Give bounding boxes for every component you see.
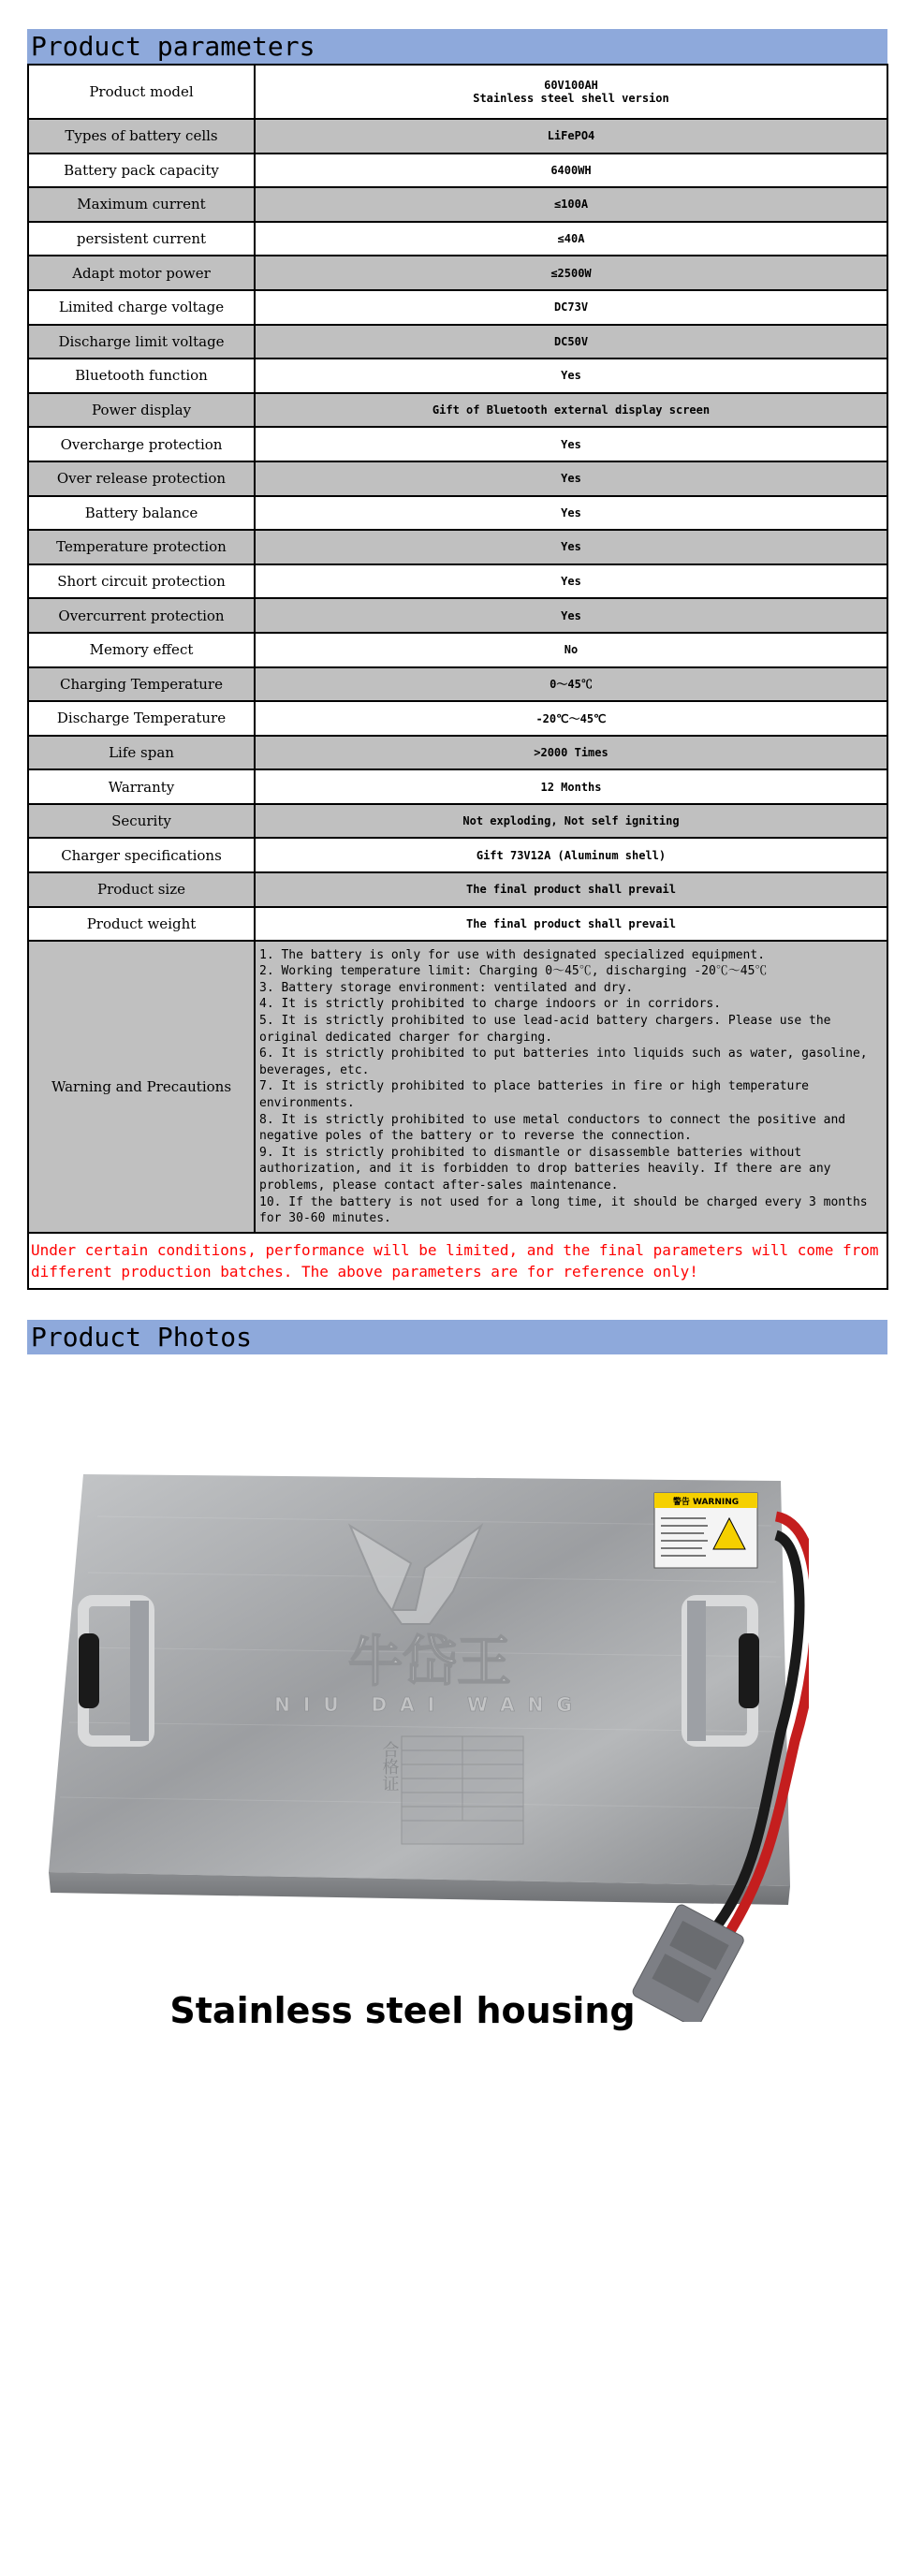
param-value: Not exploding, Not self igniting [255,804,887,839]
param-key: Types of battery cells [28,119,255,154]
param-row [28,290,887,325]
warning-label-text: 警告 WARNING [672,1498,740,1507]
param-key: Limited charge voltage [28,290,255,325]
param-value: LiFePO4 [255,119,887,154]
param-key: Discharge Temperature [28,701,255,736]
photo-caption: Stainless steel housing [169,1990,636,2031]
param-value: Yes [255,496,887,531]
param-key: Memory effect [28,633,255,667]
param-value: Yes [255,359,887,393]
param-value: The final product shall prevail [255,907,887,942]
param-key: Security [28,804,255,839]
param-row [28,769,887,804]
warning-item: 9. It is strictly prohibited to dismantle or disassemble batteries without authorization, and it is forbidden to drop batteries heavily. If there are any problems, please contact after-sales maintenance. [259,1145,831,1193]
warning-item: 3. Battery storage environment: ventilated and dry. [259,980,634,995]
param-key: Charger specifications [28,838,255,872]
param-key: Power display [28,393,255,428]
param-value: -20℃～45℃ [255,701,887,736]
reference-note: Under certain conditions, performance will be limited, and the final parameters will come from different production batches. The above parameters are for reference only! [28,1233,887,1289]
param-row [28,119,887,154]
param-key: Overcurrent protection [28,598,255,633]
param-key: Product weight [28,907,255,942]
param-key: Adapt motor power [28,256,255,290]
warning-item: 5. It is strictly prohibited to use lead-acid battery chargers. Please use the original dedicated charger for charging. [259,1014,831,1045]
param-key: Temperature protection [28,530,255,564]
warning-item: 6. It is strictly prohibited to put batteries into liquids such as water, gasoline, beverages, etc. [259,1046,868,1077]
param-key: Maximum current [28,187,255,222]
param-value: Yes [255,598,887,633]
param-value: ≤40A [255,222,887,256]
param-value: Yes [255,461,887,496]
param-row [28,633,887,667]
param-key: Warranty [28,769,255,804]
param-row [28,65,887,119]
param-row [28,222,887,256]
warning-item: 2. Working temperature limit: Charging 0～45℃, discharging -20℃～45℃ [259,964,768,979]
product-parameters-header: Product parameters [27,29,887,64]
param-row [28,598,887,633]
param-value: DC50V [255,325,887,359]
param-value: 12 Months [255,769,887,804]
param-value: Yes [255,427,887,461]
param-value: Gift of Bluetooth external display screen [255,393,887,428]
warning-key: Warning and Precautions [28,941,255,1233]
param-key: Battery balance [28,496,255,531]
param-value: 0～45℃ [255,667,887,702]
param-row [28,838,887,872]
warning-row [28,941,887,1233]
param-row [28,325,887,359]
param-value: DC73V [255,290,887,325]
param-row [28,154,887,188]
param-key: Discharge limit voltage [28,325,255,359]
param-row [28,530,887,564]
warning-item: 8. It is strictly prohibited to use metal conductors to connect the positive and negative poles of the battery or to reverse the connection. [259,1112,846,1144]
param-key: Product model [28,65,255,119]
param-key: Short circuit protection [28,564,255,599]
param-value: ≤100A [255,187,887,222]
param-value: 6400WH [255,154,887,188]
battery-product-photo [41,1460,809,2022]
param-key: Life span [28,736,255,770]
param-key: Charging Temperature [28,667,255,702]
warning-item: 1. The battery is only for use with designated specialized equipment. [259,947,766,962]
param-row [28,701,887,736]
param-row [28,872,887,907]
param-key: Over release protection [28,461,255,496]
warning-list [255,941,887,1233]
param-row [28,804,887,839]
param-key: Product size [28,872,255,907]
param-row [28,393,887,428]
param-row [28,461,887,496]
param-row [28,359,887,393]
param-row [28,427,887,461]
param-value [255,65,887,119]
param-key: Overcharge protection [28,427,255,461]
param-row [28,564,887,599]
product-photos-header: Product Photos [27,1320,887,1354]
certificate-plate [380,1736,524,1844]
param-value: Yes [255,564,887,599]
warning-item: 10. If the battery is not used for a long time, it should be charged every 3 months for 30-60 minutes. [259,1194,868,1226]
param-value: ≤2500W [255,256,887,290]
note-row [28,1233,887,1289]
param-row [28,187,887,222]
param-key: Bluetooth function [28,359,255,393]
param-key: Battery pack capacity [28,154,255,188]
param-value: Yes [255,530,887,564]
param-row [28,496,887,531]
param-key: persistent current [28,222,255,256]
param-row [28,907,887,942]
param-row [28,736,887,770]
param-value-line: 60V100AH [544,79,598,92]
warning-item: 7. It is strictly prohibited to place batteries in fire or high temperature environments. [259,1079,809,1111]
param-value: The final product shall prevail [255,872,887,907]
brand-name-en: NIU DAI WANG [274,1693,585,1716]
param-value-line: Stainless steel shell version [473,92,669,105]
param-row [28,256,887,290]
param-value: >2000 Times [255,736,887,770]
warning-label [654,1493,757,1568]
parameters-table [27,64,888,1290]
param-value: Gift 73V12A (Aluminum shell) [255,838,887,872]
brand-name-cn: 牛岱王 [347,1630,512,1693]
param-value: No [255,633,887,667]
param-row [28,667,887,702]
warning-item: 4. It is strictly prohibited to charge indoors or in corridors. [259,997,722,1012]
certificate-text: 合格证 [379,1741,400,1792]
